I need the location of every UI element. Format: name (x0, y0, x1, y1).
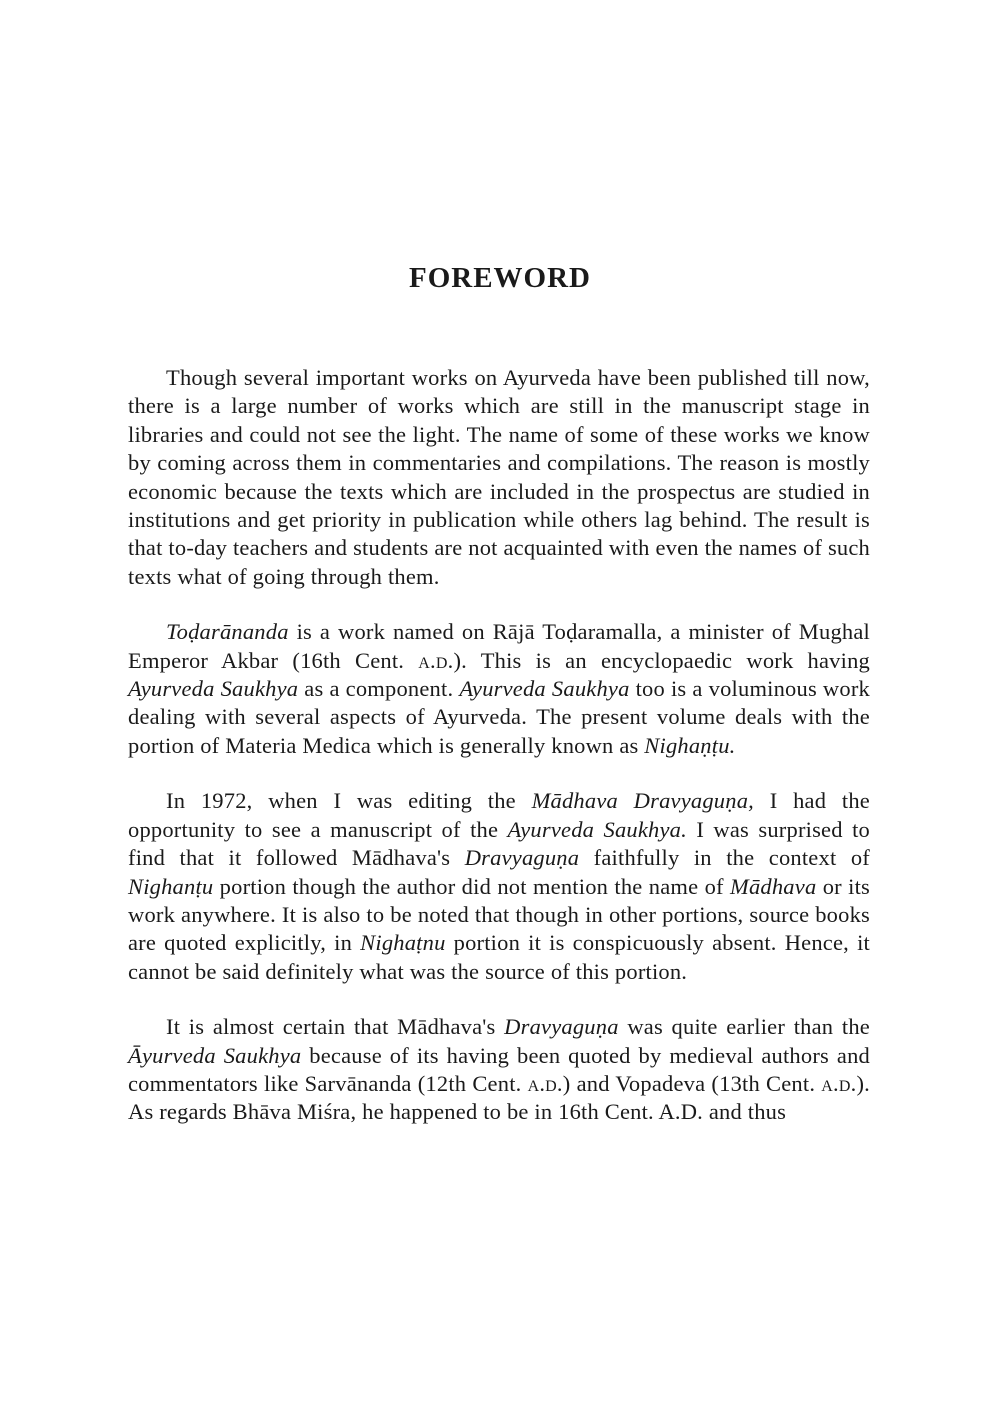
text-segment: Mādhava (730, 873, 817, 899)
text-segment: ). This is an encyclopaedic work having (453, 647, 870, 673)
page-title: FOREWORD (409, 262, 591, 294)
text-segment: ) and Vopadeva (13th Cent. (562, 1070, 822, 1096)
text-segment: too is a voluminous work dealing with several aspects of Ayurveda. The present volume deals with the portion of Materia Medica which is generally known as (128, 676, 870, 758)
text-segment: Nighaṭnu (360, 930, 446, 956)
text-segment: a.d. (527, 1070, 563, 1096)
text-segment: Dravyaguṇa (504, 1014, 619, 1040)
text-segment: Mādhava Dravyaguṇa, (531, 788, 754, 814)
text-segment: It is almost certain that Mādhava's (166, 1014, 505, 1040)
text-segment: Ayurveda Saukhya (128, 676, 299, 702)
text-segment: I had the opportunity to see a manuscript of the (128, 788, 870, 842)
text-segment: ). As regards Bhāva Miśra, he happened to be in 16th Cent. A.D. and thus (128, 1070, 870, 1125)
text-segment: portion though the author did not mention the name of (213, 873, 731, 899)
text-segment: portion it is conspicuously absent. Hence, it cannot be said definitely what was the source of this portion. (128, 930, 870, 984)
text-segment: Nighanṭu (128, 873, 214, 899)
text-segment: because of its having been quoted by medieval authors and commentators like Sarvānanda (12th Cent. (128, 1042, 870, 1096)
text-segment: as a component. (298, 676, 460, 702)
text-segment: Dravyaguṇa (464, 845, 580, 871)
text-segment: Nighaṇṭu. (644, 732, 736, 758)
text-segment: is a work named on Rājā Toḍaramalla, a minister of Mughal Emperor Akbar (16th Cent. (128, 619, 870, 673)
text-segment: Toḍarānanda (166, 619, 289, 645)
paragraph-1 (128, 364, 870, 591)
text-segment: faithfully in the context of (579, 845, 870, 871)
text-segment: Though several important works on Ayurveda have been published till now, there is a large number of works which are still in the manuscript stage in libraries and could not see the light. The name of some of these works we know by coming across them in commentaries and compilations. The reason is mostly economic because the texts which are included in the prospectus are studied in institutions and get priority in publication while others lag behind. The result is that to-day teachers and students are not acquainted with even the names of such texts what of going through them. (128, 365, 870, 589)
paragraph-4 (128, 1013, 870, 1127)
text-segment: Ayurveda Saukhya. (507, 816, 687, 842)
paragraph-2 (128, 618, 870, 760)
paragraph-3 (128, 787, 870, 986)
foreword-body (128, 364, 870, 1154)
text-segment: Ayurveda Saukhya (459, 676, 630, 702)
text-segment: or its work anywhere. It is also to be noted that though in other portions, source books are quoted explicitly, in (128, 873, 870, 956)
text-segment: was quite earlier than the (618, 1014, 870, 1040)
text-segment: Āyurveda Saukhya (128, 1042, 302, 1068)
text-segment: a.d. (821, 1070, 857, 1096)
text-segment: I was surprised to find that it followed Mādhava's (128, 816, 870, 871)
text-segment: In 1972, when I was editing the (166, 788, 532, 814)
text-segment: a.d. (418, 647, 454, 673)
